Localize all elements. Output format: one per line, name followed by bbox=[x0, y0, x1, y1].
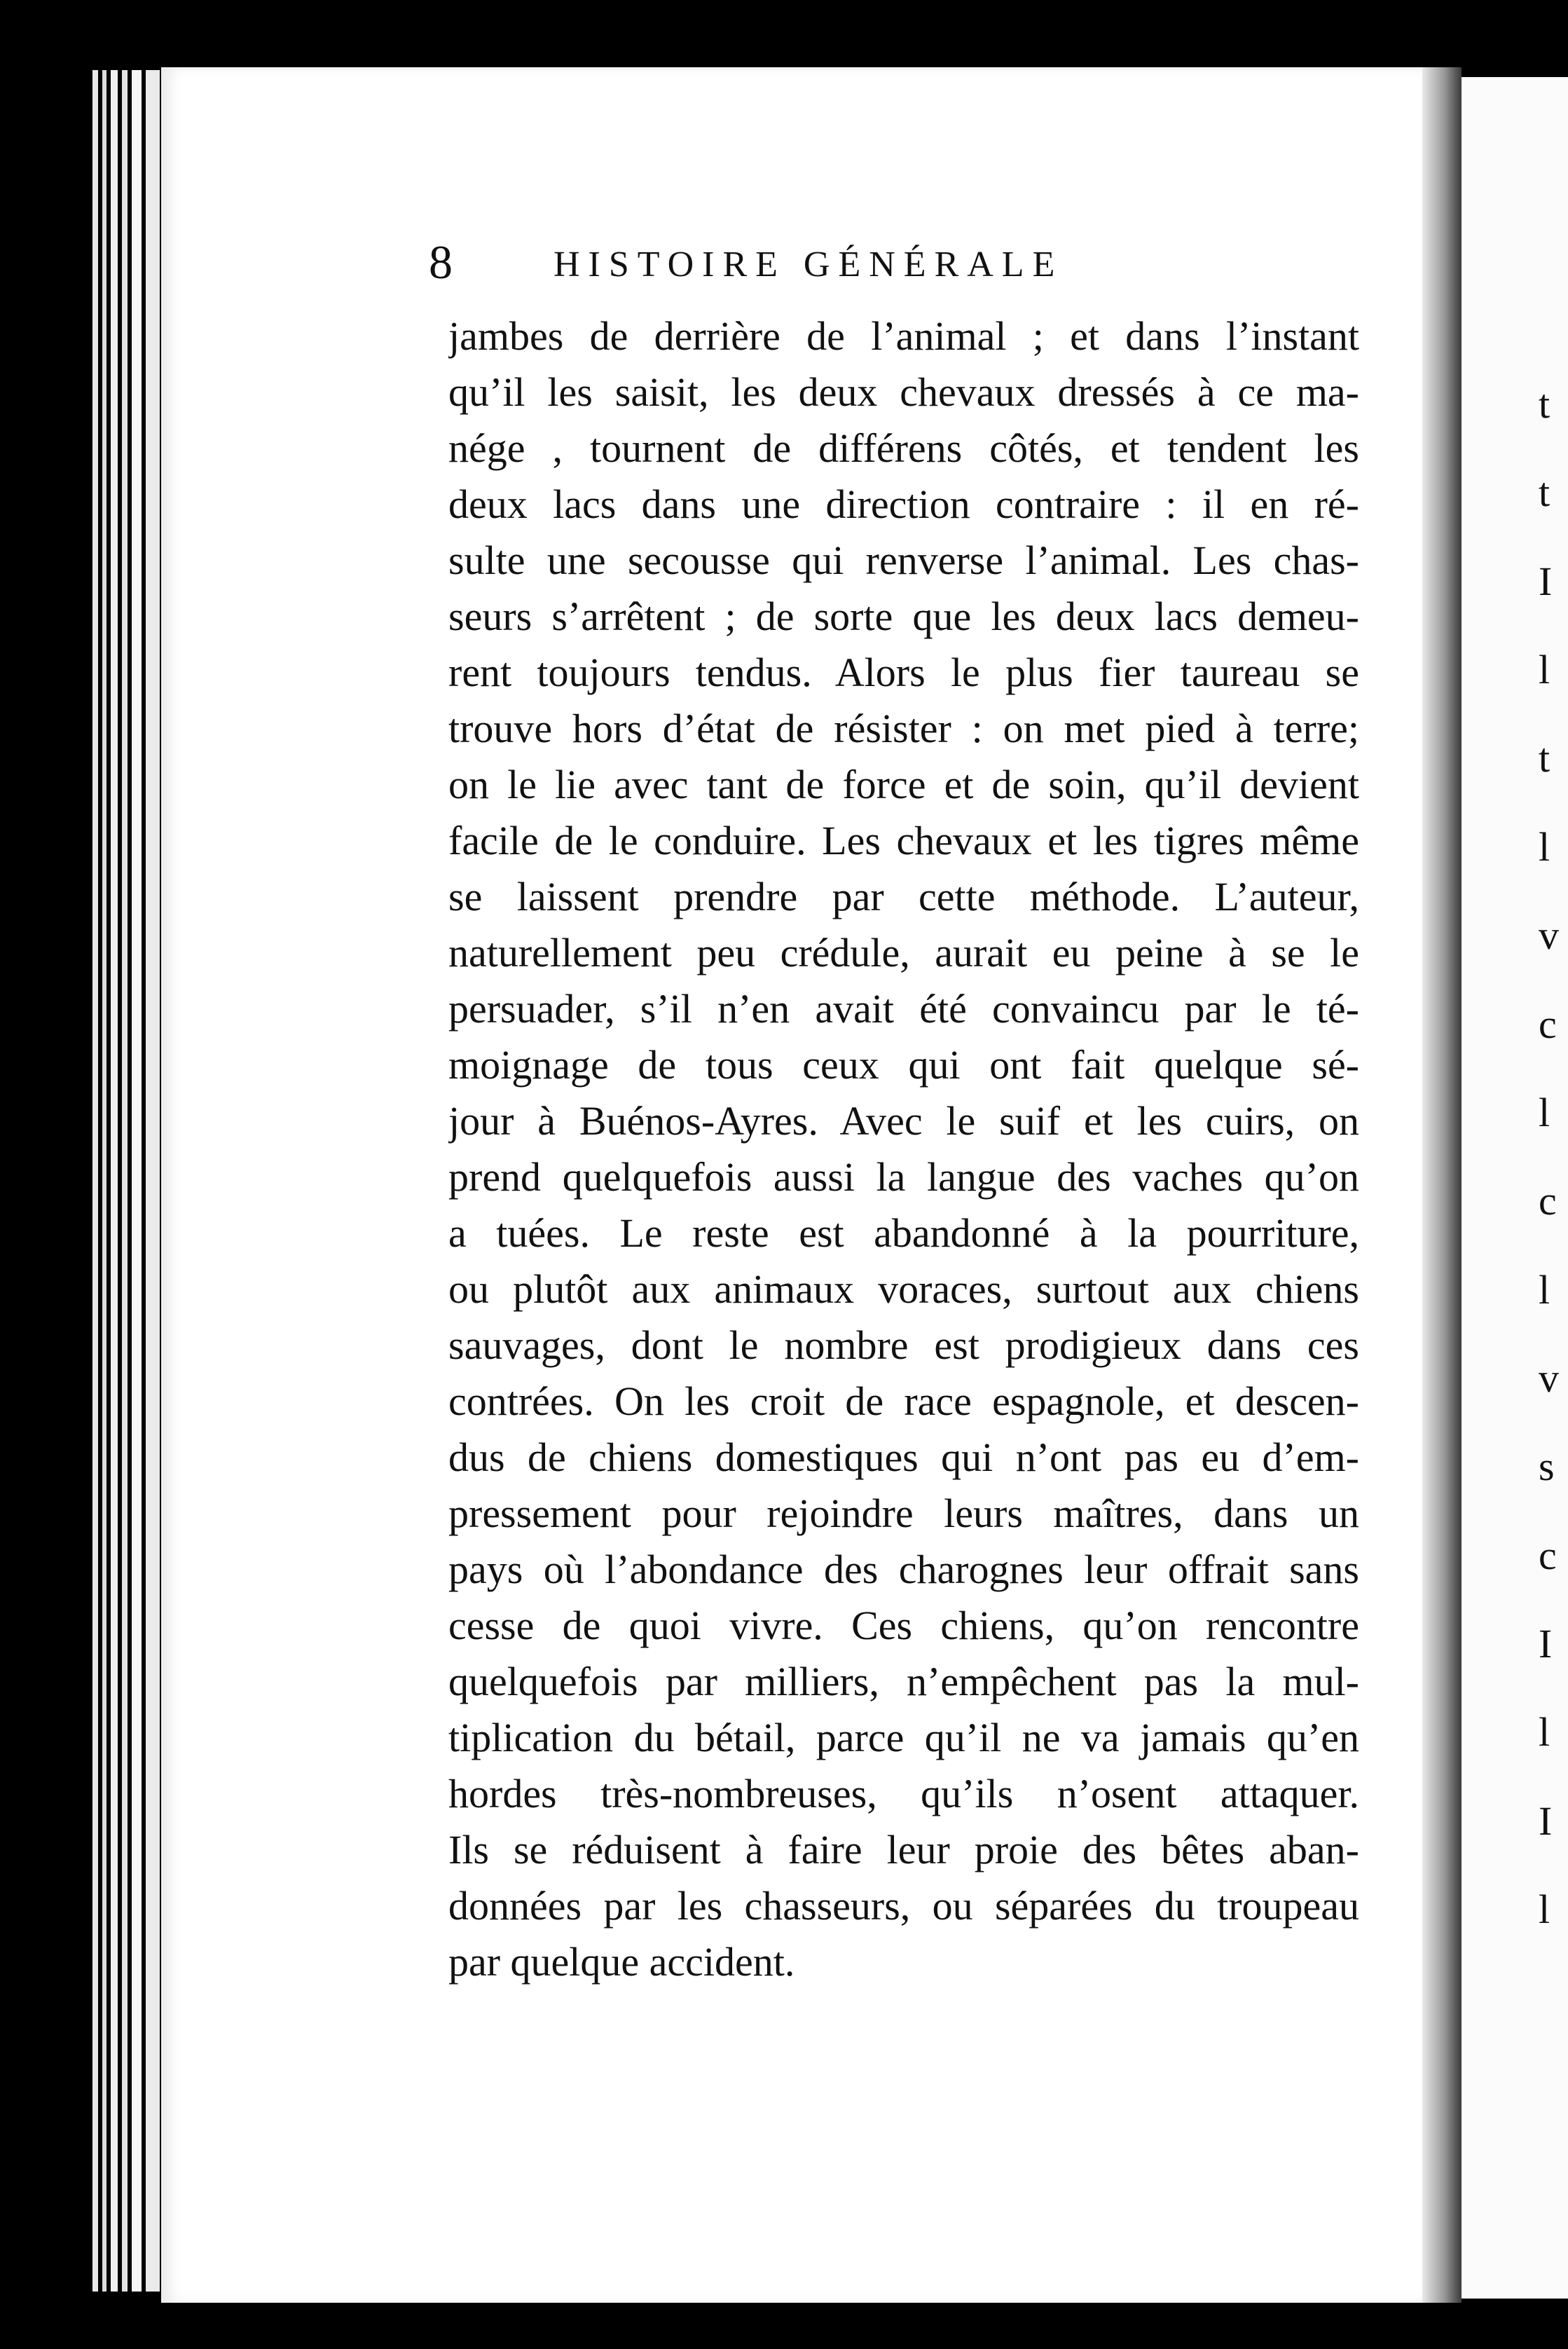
page-stack-edge bbox=[146, 70, 160, 2292]
facing-page-letter: I bbox=[1539, 1621, 1553, 1667]
body-text bbox=[448, 308, 1359, 1990]
binding-gutter bbox=[1422, 67, 1462, 2303]
facing-page-letter: v bbox=[1539, 1355, 1559, 1401]
text-line: prend quelquefois aussi la langue des vaches qu’on bbox=[448, 1154, 1359, 1200]
text-line: se laissent prendre par cette méthode. L’auteur, bbox=[448, 874, 1359, 919]
text-line: cesse de quoi vivre. Ces chiens, qu’on rencontre bbox=[448, 1603, 1359, 1648]
text-line: jambes de derrière de l’animal ; et dans l’instant bbox=[448, 313, 1359, 359]
page-stack-edge bbox=[102, 70, 106, 2292]
text-line: persuader, s’il n’en avait été convaincu par le té- bbox=[448, 986, 1359, 1032]
text-line: nége , tournent de différens côtés, et tendent les bbox=[448, 425, 1359, 471]
page-number: 8 bbox=[429, 235, 453, 289]
running-head: HISTOIRE GÉNÉRALE bbox=[553, 245, 1064, 285]
facing-page-letter: c bbox=[1539, 1001, 1557, 1047]
text-line: hordes très-nombreuses, qu’ils n’osent attaquer. bbox=[448, 1771, 1359, 1816]
facing-page-letter: l bbox=[1539, 823, 1550, 870]
text-line: a tuées. Le reste est abandonné à la pourriture, bbox=[448, 1210, 1359, 1256]
text-line: quelquefois par milliers, n’empêchent pas la mul- bbox=[448, 1659, 1359, 1704]
text-line: données par les chasseurs, ou séparées du troupeau bbox=[448, 1883, 1359, 1929]
text-line: sulte une secousse qui renverse l’animal. Les chas- bbox=[448, 537, 1359, 583]
facing-page-letter: t bbox=[1539, 735, 1550, 781]
text-line: qu’il les saisit, les deux chevaux dressés à ce ma- bbox=[448, 369, 1359, 415]
text-line: contrées. On les croit de race espagnole, et descen- bbox=[448, 1378, 1359, 1424]
facing-page-letter: t bbox=[1539, 381, 1550, 427]
text-line: ou plutôt aux animaux voraces, surtout aux chiens bbox=[448, 1266, 1359, 1312]
facing-page-letter: I bbox=[1539, 558, 1553, 604]
text-line: Ils se réduisent à faire leur proie des bêtes aban- bbox=[448, 1827, 1359, 1872]
page-stack-edge bbox=[132, 70, 142, 2292]
facing-page-letter: l bbox=[1539, 1089, 1550, 1135]
facing-page-letter: l bbox=[1539, 1266, 1550, 1313]
facing-page-letter: v bbox=[1539, 912, 1559, 959]
facing-page-letter: l bbox=[1539, 1886, 1550, 1933]
facing-page-letter: s bbox=[1539, 1444, 1555, 1490]
text-line: deux lacs dans une direction contraire : il en ré- bbox=[448, 481, 1359, 527]
text-line: seurs s’arrêtent ; de sorte que les deux lacs demeu- bbox=[448, 594, 1359, 639]
text-line: sauvages, dont le nombre est prodigieux dans ces bbox=[448, 1322, 1359, 1368]
text-line: on le lie avec tant de force et de soin, qu’il devient bbox=[448, 762, 1359, 807]
text-line: pressement pour rejoindre leurs maîtres, dans un bbox=[448, 1491, 1359, 1536]
text-line: naturellement peu crédule, aurait eu peine à se le bbox=[448, 930, 1359, 975]
facing-page-letter: t bbox=[1539, 470, 1550, 516]
text-line: jour à Buénos-Ayres. Avec le suif et les cuirs, on bbox=[448, 1098, 1359, 1144]
facing-page-letter: c bbox=[1539, 1532, 1557, 1578]
text-line: tiplication du bétail, parce qu’il ne va jamais qu’en bbox=[448, 1715, 1359, 1760]
page-stack-edge bbox=[111, 70, 118, 2292]
page-stack-edge bbox=[122, 70, 128, 2292]
text-line: dus de chiens domestiques qui n’ont pas eu d’em- bbox=[448, 1434, 1359, 1480]
text-line: pays où l’abondance des charognes leur offrait sans bbox=[448, 1547, 1359, 1592]
text-line: rent toujours tendus. Alors le plus fier taureau se bbox=[448, 650, 1359, 695]
text-line: par quelque accident. bbox=[448, 1939, 795, 1985]
facing-page-letter: c bbox=[1539, 1178, 1557, 1224]
text-line: facile de le conduire. Les chevaux et les tigres même bbox=[448, 818, 1359, 863]
text-line: trouve hors d’état de résister : on met pied à terre; bbox=[448, 706, 1359, 751]
facing-page-letter: l bbox=[1539, 1709, 1550, 1755]
text-line: moignage de tous ceux qui ont fait quelque sé- bbox=[448, 1042, 1359, 1088]
page-stack-edge bbox=[92, 70, 98, 2292]
facing-page-letter: l bbox=[1539, 647, 1550, 693]
facing-page-letter: I bbox=[1539, 1797, 1553, 1844]
